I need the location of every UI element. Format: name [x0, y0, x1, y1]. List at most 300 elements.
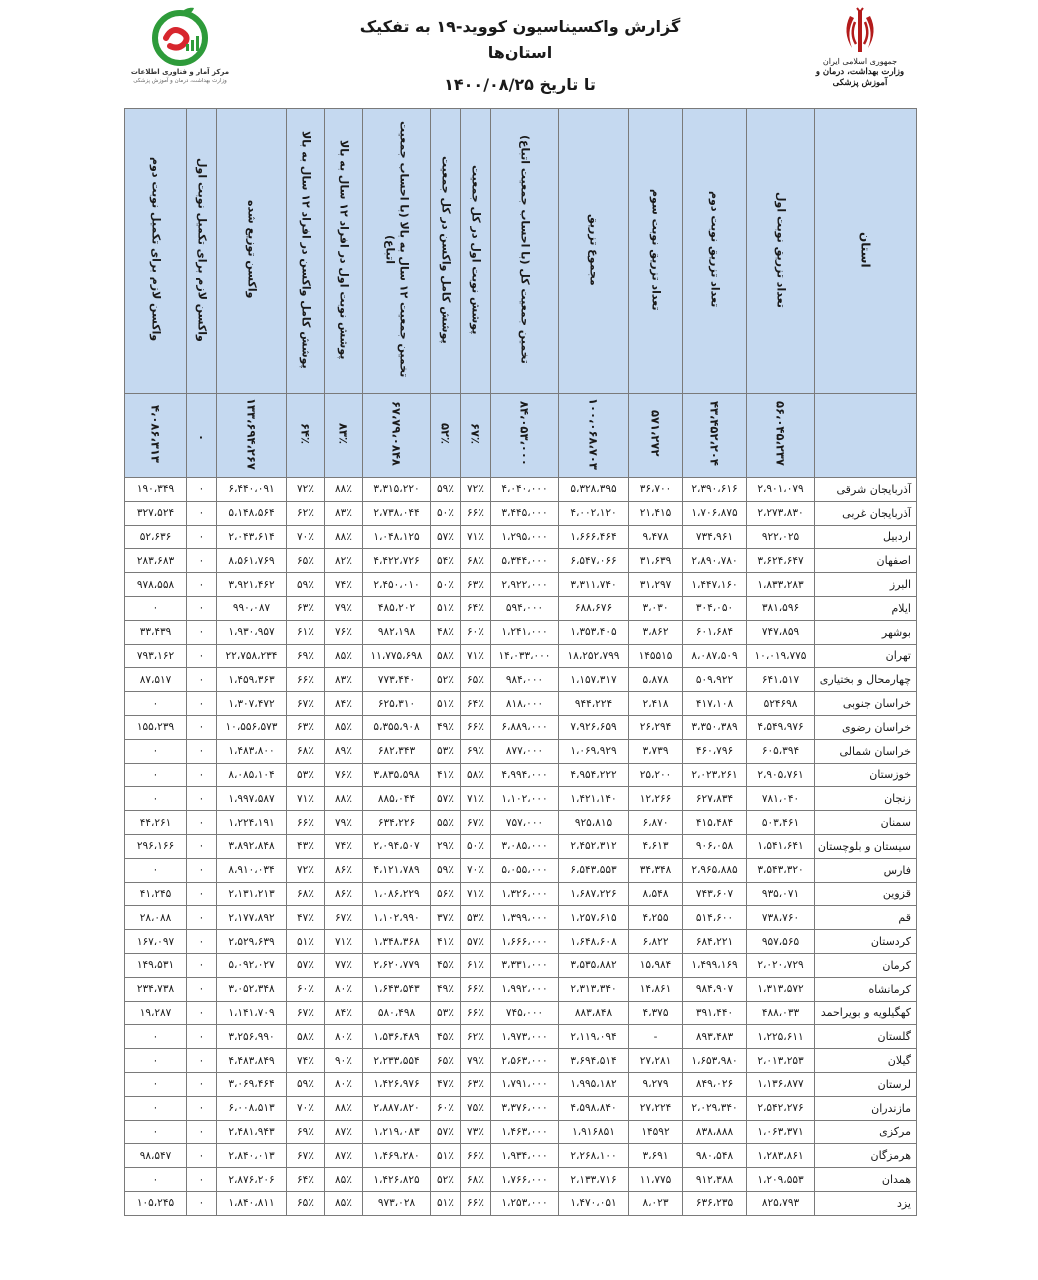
cell-cov1-pop: ۵۳٪: [461, 906, 491, 930]
cell-dose1: ۷۸۱،۰۴۰: [747, 787, 815, 811]
table-row: [125, 1072, 917, 1096]
cell-need1: ۰: [187, 1025, 217, 1049]
cell-pop12-est: ۳،۸۳۵،۵۹۸: [363, 763, 431, 787]
cell-dose2: ۶۸۴،۲۲۱: [683, 930, 747, 954]
cell-dose2: ۲،۳۹۰،۶۱۶: [683, 478, 747, 502]
cell-pop-est: ۳،۳۷۶،۰۰۰: [491, 1096, 559, 1120]
health-ministry-logo: [130, 4, 230, 96]
cell-distributed: ۱،۱۴۱،۷۰۹: [217, 1001, 287, 1025]
cell-province: یزد: [815, 1191, 917, 1215]
table-row: [125, 644, 917, 668]
cell-cov1-pop: ۶۳٪: [461, 573, 491, 597]
cell-distributed: ۲،۸۴۰،۰۱۳: [217, 1144, 287, 1168]
cell-need1: ۰: [187, 977, 217, 1001]
cell-dose2: ۹۱۲،۳۸۸: [683, 1168, 747, 1192]
cell-pop12-est: ۵،۳۵۵،۹۰۸: [363, 715, 431, 739]
cell-need2: ۰: [125, 1168, 187, 1192]
cell-cov1-pop: ۷۱٪: [461, 787, 491, 811]
cell-dose3: ۲۷،۲۸۱: [629, 1049, 683, 1073]
logo-subcaption: وزارت بهداشت، درمان و آموزش پزشکی: [133, 78, 227, 84]
cell-dose1: ۵۰۳،۴۶۱: [747, 811, 815, 835]
cell-full-pop: ۵۷٪: [431, 787, 461, 811]
cell-distributed: ۱،۴۵۹،۳۶۳: [217, 668, 287, 692]
cell-full-12: ۴۳٪: [287, 834, 325, 858]
cell-need2: ۰: [125, 692, 187, 716]
cell-cov1-pop: ۶۸٪: [461, 549, 491, 573]
table-row: [125, 811, 917, 835]
table-row: [125, 1144, 917, 1168]
cell-dose1: ۱،۲۲۵،۶۱۱: [747, 1025, 815, 1049]
total-distributed: ۱۳۳،۶۹۴،۲۶۷: [217, 394, 287, 478]
cell-dose3: ۱۲،۲۶۶: [629, 787, 683, 811]
cell-full-12: ۷۲٪: [287, 478, 325, 502]
cell-pop12-est: ۲،۸۸۷،۸۲۰: [363, 1096, 431, 1120]
cell-cov1-12: ۸۰٪: [325, 977, 363, 1001]
cell-full-pop: ۵۰٪: [431, 501, 461, 525]
col-header-dose2: تعداد تزریق نوبت دوم: [683, 109, 747, 394]
cell-pop12-est: ۹۷۳،۰۲۸: [363, 1191, 431, 1215]
cell-need1: ۰: [187, 549, 217, 573]
cell-cov1-pop: ۷۲٪: [461, 478, 491, 502]
cell-dose3: ۴،۲۵۵: [629, 906, 683, 930]
table-header-row: [125, 109, 917, 394]
cell-full-12: ۶۴٪: [287, 1168, 325, 1192]
cell-cov1-pop: ۶۴٪: [461, 596, 491, 620]
table-row: [125, 787, 917, 811]
cell-dose1: ۲،۲۷۳،۸۳۰: [747, 501, 815, 525]
cell-pop12-est: ۲،۶۲۰،۷۷۹: [363, 953, 431, 977]
cell-distributed: ۱،۴۸۳،۸۰۰: [217, 739, 287, 763]
cell-need1: ۰: [187, 906, 217, 930]
cell-dose3: ۱۴،۸۶۱: [629, 977, 683, 1001]
cell-full-12: ۵۷٪: [287, 953, 325, 977]
cell-total: ۱،۹۹۵،۱۸۲: [559, 1072, 629, 1096]
cell-dose3: ۲،۴۱۸: [629, 692, 683, 716]
cell-full-12: ۶۰٪: [287, 977, 325, 1001]
cell-full-pop: ۵۳٪: [431, 1001, 461, 1025]
col-header-cov1-pop: پوشش نوبت اول در کل جمعیت: [461, 109, 491, 394]
cell-total: ۲،۲۶۸،۱۰۰: [559, 1144, 629, 1168]
cell-dose3: ۹،۴۷۸: [629, 525, 683, 549]
cell-need1: ۰: [187, 573, 217, 597]
table-row: [125, 858, 917, 882]
cell-need1: ۰: [187, 1072, 217, 1096]
cell-full-12: ۵۱٪: [287, 930, 325, 954]
cell-total: ۷،۹۲۶،۶۵۹: [559, 715, 629, 739]
cell-need1: ۰: [187, 882, 217, 906]
cell-full-pop: ۵۸٪: [431, 644, 461, 668]
cell-full-pop: ۵۱٪: [431, 1144, 461, 1168]
cell-dose3: ۱۵،۹۸۴: [629, 953, 683, 977]
cell-full-12: ۶۲٪: [287, 501, 325, 525]
cell-cov1-pop: ۶۹٪: [461, 739, 491, 763]
cell-cov1-12: ۸۴٪: [325, 692, 363, 716]
cell-cov1-pop: ۶۷٪: [461, 811, 491, 835]
cell-province: زنجان: [815, 787, 917, 811]
cell-full-pop: ۳۷٪: [431, 906, 461, 930]
total-full-pop: ۵۲٪: [431, 394, 461, 478]
cell-distributed: ۳،۹۲۱،۴۶۲: [217, 573, 287, 597]
cell-need2: ۳۳،۴۳۹: [125, 620, 187, 644]
cell-total: ۴،۹۵۴،۲۲۲: [559, 763, 629, 787]
cell-distributed: ۸،۰۸۵،۱۰۴: [217, 763, 287, 787]
table-row: [125, 573, 917, 597]
cell-need1: ۰: [187, 739, 217, 763]
table-row: [125, 882, 917, 906]
cell-dose1: ۶۰۵،۳۹۴: [747, 739, 815, 763]
cell-pop-est: ۱،۱۰۲،۰۰۰: [491, 787, 559, 811]
cell-dose2: ۸۴۹،۰۲۶: [683, 1072, 747, 1096]
cell-pop12-est: ۱،۰۴۸،۱۲۵: [363, 525, 431, 549]
table-row: [125, 596, 917, 620]
cell-pop-est: ۴،۰۴۰،۰۰۰: [491, 478, 559, 502]
cell-cov1-12: ۷۶٪: [325, 763, 363, 787]
cell-pop12-est: ۱،۰۸۶،۲۲۹: [363, 882, 431, 906]
cell-full-pop: ۵۱٪: [431, 1191, 461, 1215]
cell-dose2: ۱،۴۴۷،۱۶۰: [683, 573, 747, 597]
cell-need1: ۰: [187, 501, 217, 525]
cell-pop12-est: ۶۸۲،۳۴۳: [363, 739, 431, 763]
cell-full-12: ۵۹٪: [287, 1072, 325, 1096]
cell-full-12: ۶۸٪: [287, 739, 325, 763]
cell-province: قم: [815, 906, 917, 930]
cell-distributed: ۲،۵۲۹،۶۳۹: [217, 930, 287, 954]
cell-dose2: ۱،۶۵۳،۹۸۰: [683, 1049, 747, 1073]
cell-distributed: ۳،۸۹۲،۸۴۸: [217, 834, 287, 858]
totals-row: [125, 394, 917, 478]
cell-need2: ۰: [125, 1096, 187, 1120]
cell-province: کرمان: [815, 953, 917, 977]
cell-cov1-pop: ۷۱٪: [461, 644, 491, 668]
cell-full-pop: ۴۹٪: [431, 715, 461, 739]
cell-cov1-pop: ۷۱٪: [461, 882, 491, 906]
cell-distributed: ۲،۰۴۳،۶۱۴: [217, 525, 287, 549]
cell-need2: ۰: [125, 858, 187, 882]
cell-distributed: ۱،۲۲۴،۱۹۱: [217, 811, 287, 835]
cell-distributed: ۱،۸۴۰،۸۱۱: [217, 1191, 287, 1215]
cell-need1: ۰: [187, 715, 217, 739]
cell-dose2: ۶۰۱،۶۸۴: [683, 620, 747, 644]
cell-need1: ۰: [187, 525, 217, 549]
cell-pop12-est: ۴،۱۲۱،۷۸۹: [363, 858, 431, 882]
table-row: [125, 1049, 917, 1073]
cell-pop12-est: ۸۸۵،۰۴۴: [363, 787, 431, 811]
cell-pop-est: ۹۸۴،۰۰۰: [491, 668, 559, 692]
report-header: [0, 0, 1038, 105]
cell-dose3: ۲۱،۴۱۵: [629, 501, 683, 525]
cell-full-pop: ۵۱٪: [431, 596, 461, 620]
cell-need2: ۵۲،۶۳۶: [125, 525, 187, 549]
total-pop-est: ۸۴،۰۵۳،۰۰۰: [491, 394, 559, 478]
cell-need2: ۰: [125, 1120, 187, 1144]
total-dose2: ۴۳،۴۵۲،۲۰۴: [683, 394, 747, 478]
cell-total: ۵،۳۲۸،۳۹۵: [559, 478, 629, 502]
col-header-cov1-12: پوشش نوبت اول در افراد ۱۲ سال به بالا: [325, 109, 363, 394]
cell-need2: ۱۰۵،۲۴۵: [125, 1191, 187, 1215]
cell-distributed: ۱،۳۰۷،۴۷۲: [217, 692, 287, 716]
cell-dose1: ۱،۵۴۱،۶۴۱: [747, 834, 815, 858]
table-row: [125, 977, 917, 1001]
cell-need2: ۹۸،۵۴۷: [125, 1144, 187, 1168]
cell-cov1-pop: ۶۶٪: [461, 1144, 491, 1168]
cell-full-pop: ۵۷٪: [431, 1120, 461, 1144]
cell-cov1-12: ۸۶٪: [325, 858, 363, 882]
cell-pop-est: ۵۹۴،۰۰۰: [491, 596, 559, 620]
cell-total: ۱،۱۵۷،۳۱۷: [559, 668, 629, 692]
cell-full-pop: ۴۵٪: [431, 1025, 461, 1049]
cell-pop12-est: ۵۸۰،۴۹۸: [363, 1001, 431, 1025]
cell-total: ۲،۱۳۳،۷۱۶: [559, 1168, 629, 1192]
table-row: [125, 906, 917, 930]
cell-full-pop: ۵۰٪: [431, 573, 461, 597]
cell-full-12: ۶۷٪: [287, 1001, 325, 1025]
cell-total: ۱،۶۴۸،۶۰۸: [559, 930, 629, 954]
cell-total: ۶۸۸،۶۷۶: [559, 596, 629, 620]
cell-full-12: ۶۶٪: [287, 811, 325, 835]
table-row: [125, 953, 917, 977]
total-dose3: ۵۷۱،۲۷۲: [629, 394, 683, 478]
cell-dose1: ۵۲۴۶۹۸: [747, 692, 815, 716]
cell-full-pop: ۵۹٪: [431, 478, 461, 502]
cell-full-12: ۶۷٪: [287, 692, 325, 716]
cell-distributed: ۹۹۰،۰۸۷: [217, 596, 287, 620]
cell-full-12: ۴۷٪: [287, 906, 325, 930]
cell-total: ۲،۳۱۳،۳۴۰: [559, 977, 629, 1001]
cell-need2: ۰: [125, 1025, 187, 1049]
cell-need1: ۰: [187, 1001, 217, 1025]
cell-full-pop: ۴۸٪: [431, 620, 461, 644]
col-header-dose3: تعداد تزریق نوبت سوم: [629, 109, 683, 394]
cell-full-pop: ۶۰٪: [431, 1096, 461, 1120]
cell-province: البرز: [815, 573, 917, 597]
cell-province: فارس: [815, 858, 917, 882]
cell-dose3: ۱۱،۷۷۵: [629, 1168, 683, 1192]
cell-cov1-12: ۸۸٪: [325, 1096, 363, 1120]
cell-cov1-12: ۸۵٪: [325, 1191, 363, 1215]
cell-dose3: ۹،۲۷۹: [629, 1072, 683, 1096]
cell-dose1: ۲،۰۲۰،۷۲۹: [747, 953, 815, 977]
cell-province: مازندران: [815, 1096, 917, 1120]
cell-need1: ۰: [187, 763, 217, 787]
cell-distributed: ۳،۰۵۲،۳۴۸: [217, 977, 287, 1001]
cell-dose3: ۸،۰۲۳: [629, 1191, 683, 1215]
col-header-province: استان: [815, 109, 917, 394]
cell-dose2: ۲،۹۶۵،۸۸۵: [683, 858, 747, 882]
cell-need1: ۰: [187, 478, 217, 502]
cell-need2: ۴۱،۲۴۵: [125, 882, 187, 906]
col-header-need2: واکسن لازم برای تکمیل نوبت دوم: [125, 109, 187, 394]
cell-pop-est: ۱،۷۶۶،۰۰۰: [491, 1168, 559, 1192]
cell-need2: ۰: [125, 1049, 187, 1073]
cell-dose2: ۳،۳۵۰،۳۸۹: [683, 715, 747, 739]
cell-dose3: ۳،۷۳۹: [629, 739, 683, 763]
cell-total: ۹۲۵،۸۱۵: [559, 811, 629, 835]
cell-distributed: ۲،۸۷۶،۲۰۶: [217, 1168, 287, 1192]
cell-need1: ۰: [187, 692, 217, 716]
cell-distributed: ۶،۰۰۸،۵۱۳: [217, 1096, 287, 1120]
cell-dose3: ۲۶،۲۹۴: [629, 715, 683, 739]
cell-province: گلستان: [815, 1025, 917, 1049]
total-cov1-pop: ۶۷٪: [461, 394, 491, 478]
cell-dose3: ۴،۶۱۳: [629, 834, 683, 858]
cell-need2: ۱۹،۲۸۷: [125, 1001, 187, 1025]
cell-dose2: ۵۰۹،۹۲۲: [683, 668, 747, 692]
cell-pop12-est: ۶۳۴،۲۲۶: [363, 811, 431, 835]
table-row: [125, 930, 917, 954]
cell-pop-est: ۱،۲۴۱،۰۰۰: [491, 620, 559, 644]
cell-need2: ۱۶۷،۰۹۷: [125, 930, 187, 954]
col-header-full-pop: پوشش کامل واکسن در کل جمعیت: [431, 109, 461, 394]
cell-pop-est: ۱،۳۹۹،۰۰۰: [491, 906, 559, 930]
cell-total: ۱،۳۵۳،۴۰۵: [559, 620, 629, 644]
cell-total: ۲،۱۱۹،۰۹۴: [559, 1025, 629, 1049]
cell-pop-est: ۵،۰۵۵،۰۰۰: [491, 858, 559, 882]
cell-full-pop: ۵۲٪: [431, 1168, 461, 1192]
cell-cov1-pop: ۶۶٪: [461, 1001, 491, 1025]
total-province: [815, 394, 917, 478]
cell-province: گیلان: [815, 1049, 917, 1073]
cell-cov1-12: ۸۸٪: [325, 478, 363, 502]
cell-full-12: ۷۲٪: [287, 858, 325, 882]
cell-dose3: ۵،۸۷۸: [629, 668, 683, 692]
cell-dose1: ۹۵۷،۵۶۵: [747, 930, 815, 954]
cell-need1: ۰: [187, 1144, 217, 1168]
cell-dose2: ۹۸۴،۹۰۷: [683, 977, 747, 1001]
cell-dose1: ۳۸۱،۵۹۶: [747, 596, 815, 620]
table-row: [125, 1001, 917, 1025]
cell-full-pop: ۴۵٪: [431, 953, 461, 977]
cell-need2: ۰: [125, 739, 187, 763]
cell-cov1-pop: ۶۶٪: [461, 501, 491, 525]
table-row: [125, 668, 917, 692]
report-title: گزارش واکسیناسیون کووید-۱۹ به تفکیک استان‌ها: [359, 17, 681, 62]
cell-cov1-12: ۷۹٪: [325, 811, 363, 835]
total-cov1-12: ۸۳٪: [325, 394, 363, 478]
cell-pop12-est: ۶۲۵،۳۱۰: [363, 692, 431, 716]
cell-province: آذربایجان غربی: [815, 501, 917, 525]
cell-total: ۱،۹۱۶۸۵۱: [559, 1120, 629, 1144]
cell-dose1: ۷۳۸،۷۶۰: [747, 906, 815, 930]
cell-province: کردستان: [815, 930, 917, 954]
cell-full-12: ۵۸٪: [287, 1025, 325, 1049]
cell-full-12: ۵۳٪: [287, 763, 325, 787]
table-row: [125, 715, 917, 739]
cell-cov1-pop: ۶۸٪: [461, 1168, 491, 1192]
cell-full-pop: ۴۱٪: [431, 763, 461, 787]
cell-cov1-12: ۶۷٪: [325, 906, 363, 930]
cell-dose3: ۳،۰۳۰: [629, 596, 683, 620]
table-row: [125, 1120, 917, 1144]
table-row: [125, 525, 917, 549]
cell-pop12-est: ۴،۴۲۲،۷۲۶: [363, 549, 431, 573]
cell-dose2: ۱،۴۹۹،۱۶۹: [683, 953, 747, 977]
cell-full-12: ۷۰٪: [287, 1096, 325, 1120]
cell-full-pop: ۵۴٪: [431, 549, 461, 573]
cell-full-pop: ۵۲٪: [431, 668, 461, 692]
cell-province: ایلام: [815, 596, 917, 620]
cell-distributed: ۲،۴۸۱،۹۴۳: [217, 1120, 287, 1144]
cell-pop-est: ۱،۶۶۶،۰۰۰: [491, 930, 559, 954]
cell-distributed: ۲۲،۷۵۸،۲۳۴: [217, 644, 287, 668]
cell-total: ۱،۲۵۷،۶۱۵: [559, 906, 629, 930]
cell-need1: ۰: [187, 953, 217, 977]
cell-province: خوزستان: [815, 763, 917, 787]
cell-pop-est: ۷۴۵،۰۰۰: [491, 1001, 559, 1025]
cell-pop12-est: ۱،۳۴۸،۳۶۸: [363, 930, 431, 954]
cell-dose3: ۴،۳۷۵: [629, 1001, 683, 1025]
cell-province: خراسان رضوی: [815, 715, 917, 739]
cell-need2: ۱۹۰،۳۴۹: [125, 478, 187, 502]
cell-need1: ۰: [187, 930, 217, 954]
cell-full-pop: ۴۷٪: [431, 1072, 461, 1096]
report-date: تا تاریخ ۱۴۰۰/۰۸/۲۵: [444, 75, 596, 94]
col-header-pop12-est: تخمین جمعیت ۱۲ سال به بالا (با احساب جمعیت اتباع): [363, 109, 431, 394]
cell-dose3: ۶،۸۷۰: [629, 811, 683, 835]
cell-pop-est: ۶،۸۸۹،۰۰۰: [491, 715, 559, 739]
cell-total: ۱۸،۲۵۲،۷۹۹: [559, 644, 629, 668]
cell-pop-est: ۱،۹۷۳،۰۰۰: [491, 1025, 559, 1049]
cell-pop-est: ۳،۳۳۱،۰۰۰: [491, 953, 559, 977]
cell-dose2: ۷۴۳،۶۰۷: [683, 882, 747, 906]
cell-cov1-12: ۷۴٪: [325, 573, 363, 597]
cell-dose2: ۴۱۷،۱۰۸: [683, 692, 747, 716]
cell-full-pop: ۶۵٪: [431, 1049, 461, 1073]
cell-province: خراسان شمالی: [815, 739, 917, 763]
cell-total: ۱،۶۶۶،۴۶۴: [559, 525, 629, 549]
cell-cov1-pop: ۷۰٪: [461, 858, 491, 882]
cell-full-12: ۶۳٪: [287, 715, 325, 739]
col-header-total: مجموع تزریق: [559, 109, 629, 394]
cell-full-12: ۶۳٪: [287, 596, 325, 620]
cell-need1: ۰: [187, 668, 217, 692]
cell-need2: ۸۷،۵۱۷: [125, 668, 187, 692]
cell-cov1-12: ۸۹٪: [325, 739, 363, 763]
cell-pop-est: ۱،۲۵۳،۰۰۰: [491, 1191, 559, 1215]
total-total: ۱۰۰،۰۶۸،۷۰۳: [559, 394, 629, 478]
col-header-dose1: تعداد تزریق نوبت اول: [747, 109, 815, 394]
cell-cov1-pop: ۶۲٪: [461, 1025, 491, 1049]
cell-dose1: ۲،۹۰۱،۰۷۹: [747, 478, 815, 502]
cell-need2: ۲۹۶،۱۶۶: [125, 834, 187, 858]
cell-dose1: ۲،۹۰۵،۷۶۱: [747, 763, 815, 787]
cell-dose2: ۸،۰۸۷،۵۰۹: [683, 644, 747, 668]
cell-need1: ۰: [187, 1191, 217, 1215]
cell-dose2: ۳۰۴،۰۵۰: [683, 596, 747, 620]
cell-total: ۶،۵۴۷،۰۶۶: [559, 549, 629, 573]
cell-dose1: ۴،۵۴۹،۹۷۶: [747, 715, 815, 739]
cell-province: بوشهر: [815, 620, 917, 644]
cell-need2: ۹۷۸،۵۵۸: [125, 573, 187, 597]
cell-total: ۸۸۳،۸۴۸: [559, 1001, 629, 1025]
cell-pop-est: ۸۱۸،۰۰۰: [491, 692, 559, 716]
cell-pop12-est: ۱۱،۷۷۵،۶۹۸: [363, 644, 431, 668]
cell-total: ۳،۵۳۵،۸۸۲: [559, 953, 629, 977]
cell-pop-est: ۸۷۷،۰۰۰: [491, 739, 559, 763]
cell-full-pop: ۵۹٪: [431, 858, 461, 882]
cell-cov1-12: ۷۱٪: [325, 930, 363, 954]
cell-need1: ۰: [187, 858, 217, 882]
cell-need1: ۰: [187, 834, 217, 858]
cell-cov1-pop: ۶۶٪: [461, 977, 491, 1001]
cell-full-pop: ۴۱٪: [431, 930, 461, 954]
cell-full-12: ۷۴٪: [287, 1049, 325, 1073]
cell-distributed: ۵،۱۴۸،۵۶۴: [217, 501, 287, 525]
cell-total: ۴،۰۰۲،۱۲۰: [559, 501, 629, 525]
cell-dose2: ۴۶۰،۷۹۶: [683, 739, 747, 763]
cell-dose3: ۱۴۵۵۱۵: [629, 644, 683, 668]
cell-total: ۲،۴۵۲،۳۱۲: [559, 834, 629, 858]
cell-dose3: ۲۷،۲۲۴: [629, 1096, 683, 1120]
